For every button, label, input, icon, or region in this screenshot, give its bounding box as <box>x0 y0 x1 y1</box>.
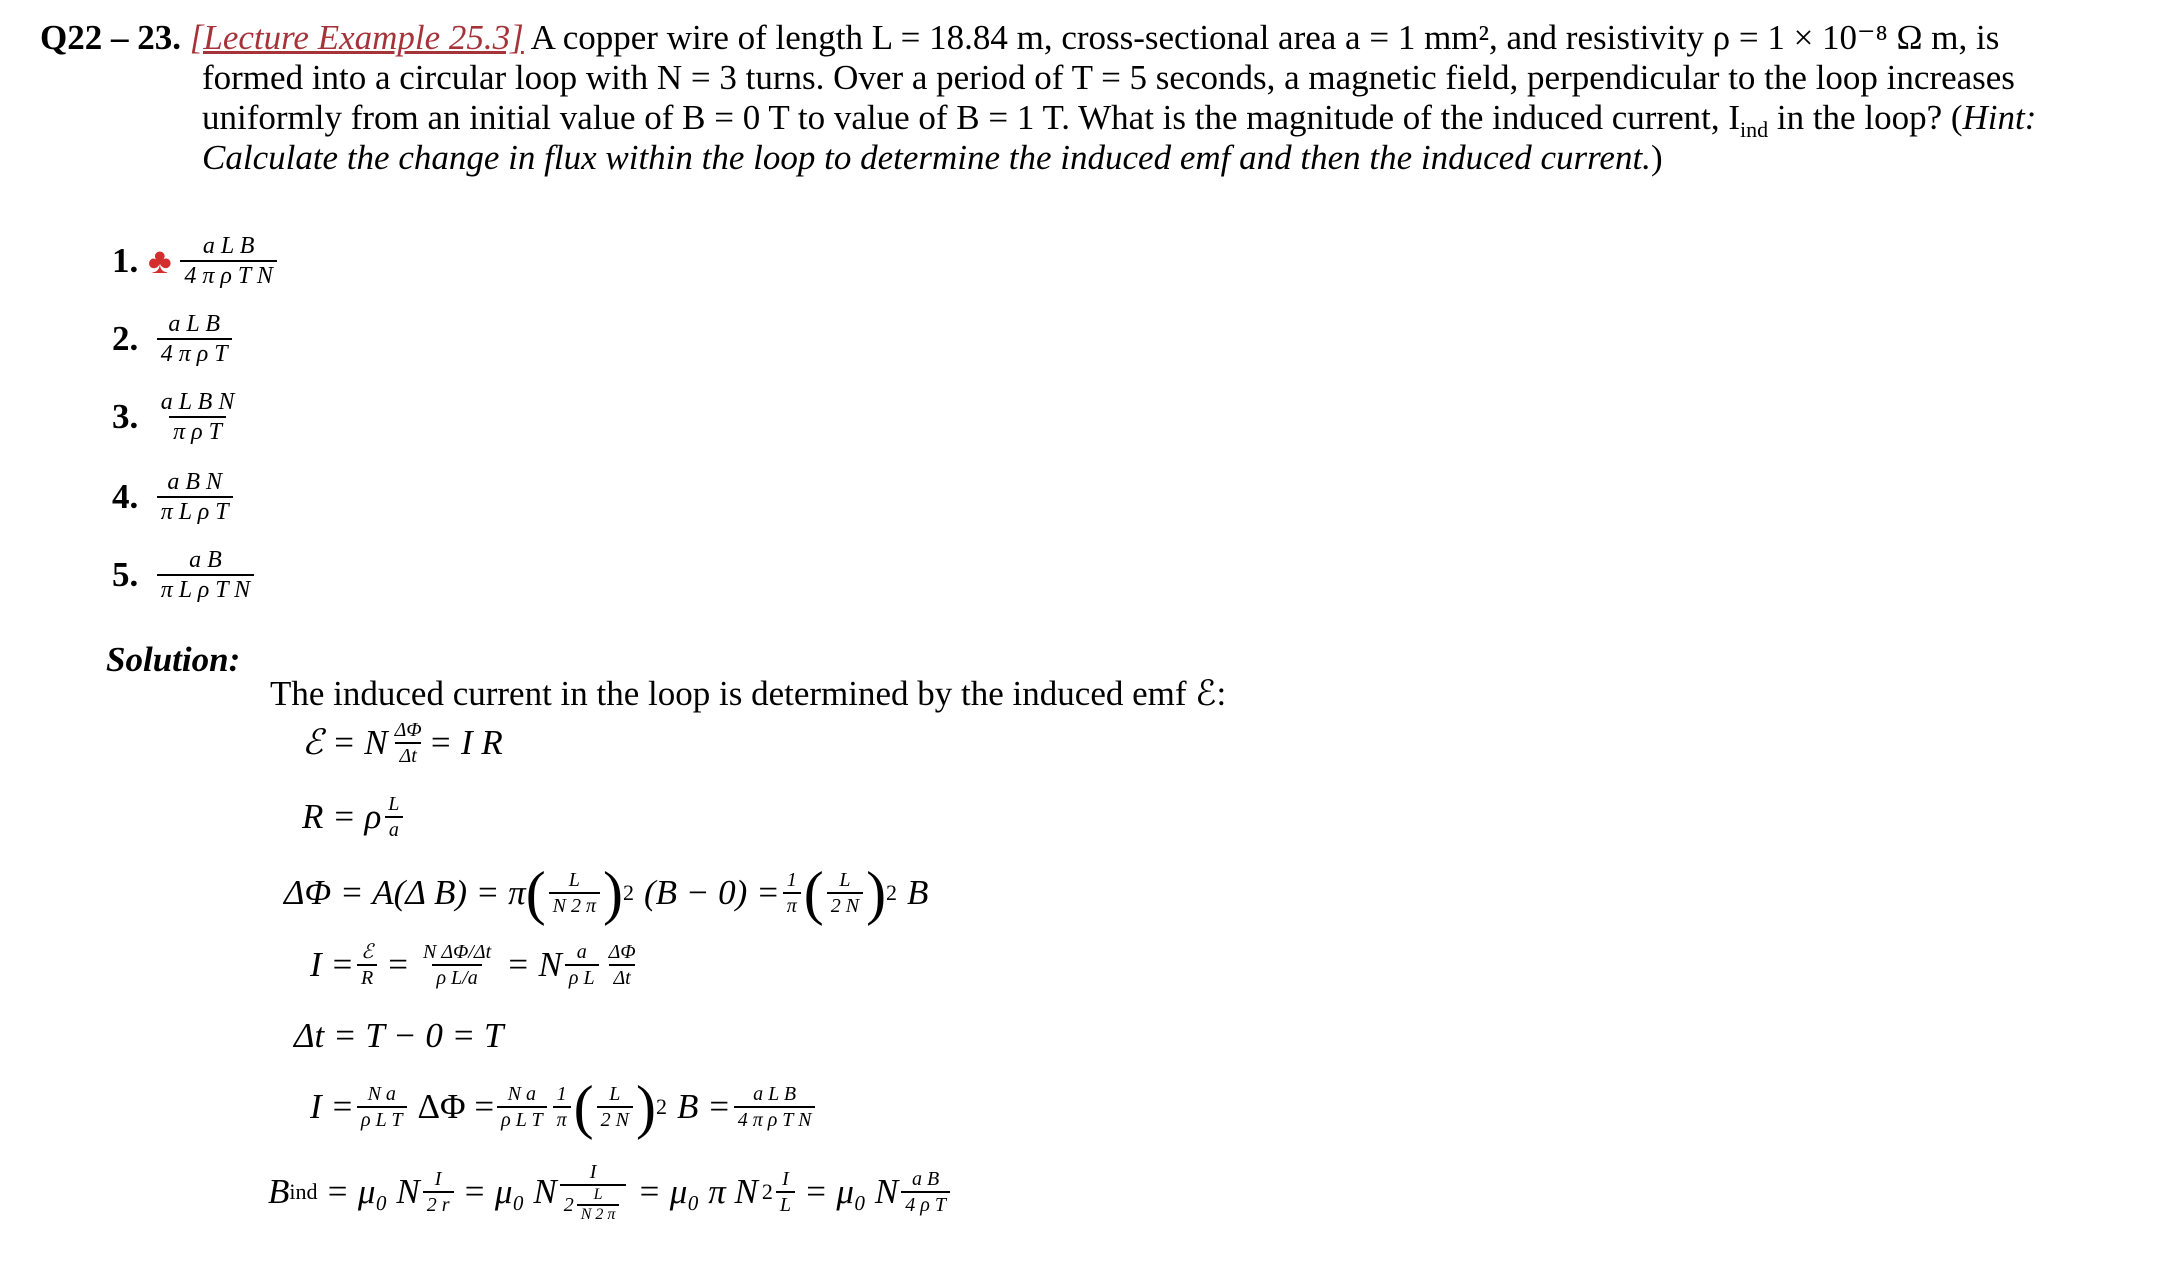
solution-intro: The induced current in the loop is determined by the induced emf ℰ: <box>270 674 1227 713</box>
paren-open: ( <box>525 860 546 926</box>
eq-num: N a <box>367 1083 396 1105</box>
question-sub-ind: ind <box>1739 117 1769 142</box>
eq-num: a B <box>911 1168 940 1190</box>
eq-fraction <box>565 940 599 990</box>
eq-part: = μ₀ N <box>462 1172 557 1211</box>
hint-close: ) <box>1650 138 1663 177</box>
eq-fraction <box>734 1082 816 1132</box>
eq-lhs: R = ρ <box>302 797 382 836</box>
eq-rhs: = I R <box>428 723 503 762</box>
paren-open: ( <box>803 860 824 926</box>
eq-num: N a <box>507 1083 537 1105</box>
question-line-1 <box>40 18 2150 58</box>
choice-numerator: a B <box>189 547 222 573</box>
lecture-reference-link[interactable]: [Lecture Example 25.3] <box>189 18 524 57</box>
eq-fraction <box>549 868 600 918</box>
eq-num: a <box>576 941 587 963</box>
eq-den: ρ L <box>565 964 599 990</box>
choice-4[interactable] <box>112 468 233 526</box>
eq-num: 1 <box>786 869 797 891</box>
paren-open: ( <box>573 1074 594 1140</box>
eq-rhs: B <box>907 873 929 912</box>
equation-current <box>310 940 643 990</box>
hint-text: Calculate the change in flux within the loop to determine the induced emf and then the induced current. <box>202 138 1651 177</box>
question-number: Q22 – 23. <box>40 18 181 57</box>
equation-emf <box>302 718 503 768</box>
choice-denominator: π ρ T <box>169 416 226 446</box>
eq-lhs: I = <box>310 1087 355 1126</box>
eq-num: N ΔΦ/Δt <box>423 941 492 963</box>
eq-fraction <box>357 1082 406 1132</box>
eq-den: L <box>776 1191 795 1217</box>
eq-num: I <box>782 1168 789 1190</box>
eq-den: 2 N <box>597 1106 633 1132</box>
choice-denominator: π L ρ T <box>157 496 233 526</box>
choice-numerator: a L B <box>202 233 255 259</box>
eq-den: a <box>385 816 403 842</box>
eq-den: π <box>553 1106 571 1132</box>
eq-num: a L B <box>753 1083 797 1105</box>
choice-label: 5. <box>112 555 139 594</box>
choice-numerator: a L B <box>168 311 220 337</box>
equation-magnetic-field: B ind = μ₀ N $\frac{I}{2 r}$ = μ₀ N I 2 $\frac{L}{N 2 \pi}$ = μ₀ π N 2 $\frac{I}{L}$ = μ₀ N $\frac{\text{a B}}{\text{4 ρ T}}$ <box>268 1160 953 1224</box>
eq-den: 2 N <box>827 892 863 918</box>
eq-num: ℰ <box>361 941 374 963</box>
eq-lhs: B <box>268 1172 290 1211</box>
eq-part: = μ₀ N <box>804 1172 899 1211</box>
solution-heading: Solution: <box>106 640 241 679</box>
question-line-2: formed into a circular loop with N = 3 turns. Over a period of T = 5 seconds, a magnetic field, perpendicular to the loop increases <box>202 58 2015 97</box>
question-line-4 <box>40 138 2150 178</box>
eq-num: I <box>589 1161 597 1183</box>
eq-num: I <box>434 1168 442 1190</box>
equation-flux-change: ΔΦ = A(Δ B) = π ( $\frac{L}{N 2 \pi}$ ) 2 (B − 0) = $\frac{1}{\pi}$ ( $\frac{L}{2 N}$ ) 2 B <box>284 860 929 926</box>
choice-4-fraction <box>157 468 233 526</box>
question-block <box>40 18 2150 178</box>
eq-fraction <box>497 1082 546 1132</box>
eq-mid: (B − 0) = <box>644 873 780 912</box>
eq-den: 2 r <box>423 1191 454 1217</box>
question-text-3-end: in the loop? ( <box>1768 98 1963 137</box>
eq-den: R <box>357 964 377 990</box>
eq-num: L <box>388 793 400 815</box>
equals-sign: = <box>388 945 408 984</box>
eq-part: = μ₀ N <box>325 1172 420 1211</box>
eq-part: = μ₀ π N <box>637 1172 758 1211</box>
eq-fraction <box>553 1082 571 1132</box>
choice-1[interactable] <box>112 232 277 290</box>
choice-2-fraction <box>157 310 232 368</box>
eq-fraction <box>605 940 640 990</box>
eq-den: Δt <box>609 964 634 990</box>
hint-label: Hint: <box>1962 98 2037 137</box>
question-text-3: uniformly from an initial value of B = 0 T to value of B = 1 T. What is the magnitude of the induced current, I <box>202 98 1740 137</box>
eq-num: ΔΦ <box>608 941 636 963</box>
choice-5[interactable] <box>112 546 254 604</box>
eq-fraction <box>391 718 426 768</box>
eq-mid: = N <box>506 945 562 984</box>
eq-lhs: ΔΦ = A(Δ B) = π <box>284 873 526 912</box>
eq-num: L <box>568 869 580 891</box>
correct-answer-club-icon: ♣ <box>148 241 172 281</box>
eq-num: ΔΦ <box>394 719 422 741</box>
eq-fraction <box>901 1167 950 1217</box>
choice-label: 2. <box>112 319 139 358</box>
eq-den: ρ L T <box>497 1106 546 1132</box>
choice-3[interactable] <box>112 388 238 446</box>
choice-denominator: 4 π ρ T <box>157 338 232 368</box>
paren-close: ) <box>603 860 624 926</box>
eq-fraction <box>827 868 863 918</box>
eq-lhs: ℰ = N <box>302 723 388 762</box>
choice-numerator: a L B N <box>160 389 235 415</box>
eq-num: 1 <box>556 1083 567 1105</box>
choice-label: 4. <box>112 477 139 516</box>
choice-label: 1. <box>112 241 139 280</box>
eq-mid: ΔΦ = <box>417 1087 495 1126</box>
eq-text: Δt = T − 0 = T <box>294 1016 504 1055</box>
eq-den: Δt <box>395 742 420 768</box>
eq-fraction <box>423 1167 454 1217</box>
eq-lhs: I = <box>310 945 355 984</box>
question-text-1: A copper wire of length L = 18.84 m, cross-sectional area a = 1 mm², and resistivity ρ = 1 × 10⁻⁸ Ω m, is <box>530 18 2000 57</box>
question-line-3 <box>40 98 2150 142</box>
eq-den: 4 π ρ T N <box>734 1106 816 1132</box>
eq-nested-fraction <box>577 1186 620 1224</box>
eq-den: N 2 π <box>577 1204 620 1224</box>
choice-5-fraction <box>157 546 254 604</box>
eq-num: L <box>593 1186 603 1203</box>
choice-numerator: a B N <box>167 469 222 495</box>
eq-fraction <box>776 1167 795 1217</box>
eq-den-coef: 2 <box>563 1194 574 1216</box>
eq-mid: B = <box>676 1087 731 1126</box>
eq-fraction <box>384 792 403 842</box>
eq-fraction <box>560 1160 627 1224</box>
equation-current-final: I = $\frac{\text{N a}}{\text{ρ L T}}$ ΔΦ = $\frac{\text{N a}}{\text{ρ L T}}$ $\frac{1}{\pi}$ ( $\frac{L}{2 N}$ ) 2 B = $\frac{\text{a L B}}{\text{4 π ρ T N}}$ <box>310 1082 818 1132</box>
choice-2[interactable] <box>112 310 232 368</box>
equation-delta-t <box>294 1016 503 1056</box>
eq-den: N 2 π <box>549 892 600 918</box>
choice-label: 3. <box>112 397 139 436</box>
eq-fraction <box>783 868 801 918</box>
choice-denominator: π L ρ T N <box>157 574 254 604</box>
paren-close: ) <box>866 860 887 926</box>
eq-fraction <box>597 1082 633 1132</box>
choice-1-fraction <box>180 232 276 290</box>
equation-resistance <box>302 792 406 842</box>
eq-den: ρ L T <box>357 1106 406 1132</box>
eq-fraction <box>357 940 377 990</box>
eq-num: L <box>839 869 851 891</box>
eq-den: π <box>783 892 801 918</box>
eq-den: 4 ρ T <box>901 1191 950 1217</box>
eq-num: L <box>609 1083 621 1105</box>
eq-fraction <box>419 940 495 990</box>
eq-den <box>560 1184 627 1224</box>
eq-den: ρ L/a <box>432 964 481 990</box>
choice-denominator: 4 π ρ T N <box>180 260 276 290</box>
choice-3-fraction <box>157 388 239 446</box>
paren-close: ) <box>635 1074 656 1140</box>
